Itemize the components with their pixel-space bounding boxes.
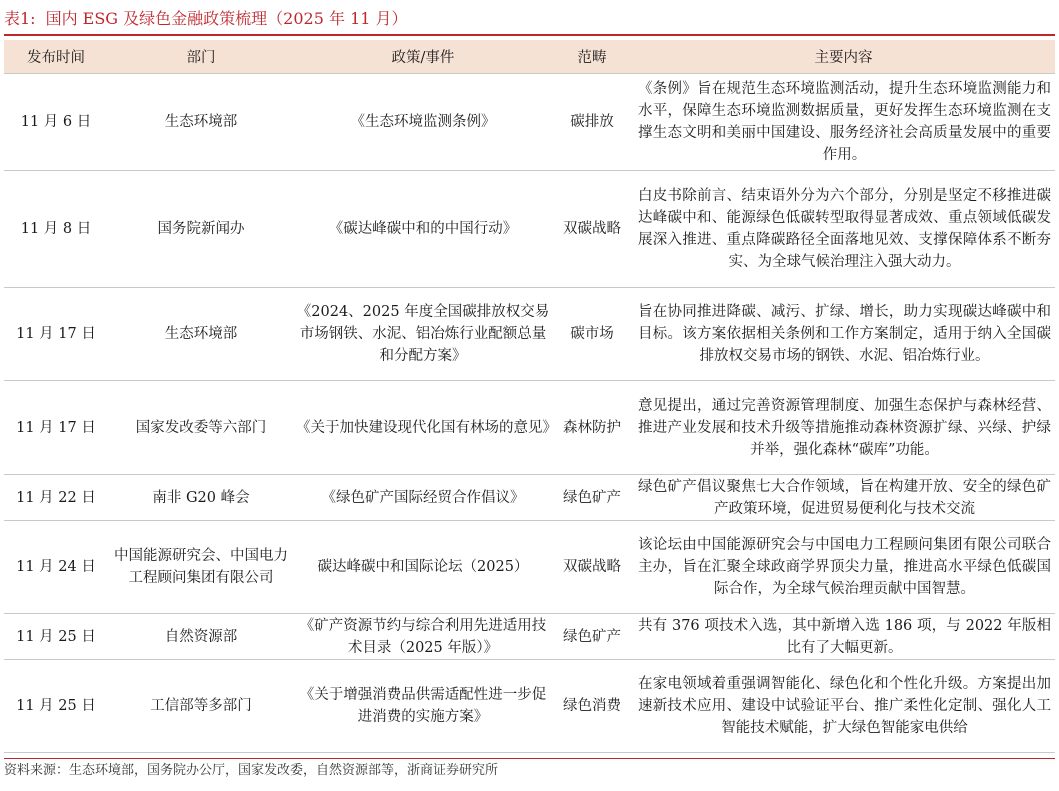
policy-table: [4, 40, 1055, 753]
cell-date: 11 月 22 日: [4, 475, 108, 521]
cell-department: 工信部等多部门: [108, 660, 294, 753]
cell-content: 白皮书除前言、结束语外分为六个部分，分别是坚定不移推进碳达峰碳中和、能源绿色低碳转型取得显著成效、重点领域低碳发展深入推进、重点降碳路径全面落地见效、支撑保障体系不断夯实、为全球气候治理注入强大动力。: [632, 171, 1055, 288]
cell-department: 自然资源部: [108, 614, 294, 660]
source-note: 资料来源：生态环境部，国务院办公厅，国家发改委，自然资源部等，浙商证券研究所: [4, 763, 499, 778]
cell-category: 双碳战略: [552, 521, 632, 614]
cell-department: 南非 G20 峰会: [108, 475, 294, 521]
table-row: [4, 614, 1055, 660]
header-date: 发布时间: [4, 40, 108, 74]
table-row: [4, 475, 1055, 521]
cell-category: 碳排放: [552, 74, 632, 171]
cell-content: 共有 376 项技术入选，其中新增入选 186 项，与 2022 年版相比有了大幅更新。: [632, 614, 1055, 660]
table-row: [4, 288, 1055, 381]
cell-category: 双碳战略: [552, 171, 632, 288]
cell-content: 旨在协同推进降碳、减污、扩绿、增长，助力实现碳达峰碳中和目标。该方案依据相关条例和工作方案制定，适用于纳入全国碳排放权交易市场的钢铁、水泥、铝冶炼行业。: [632, 288, 1055, 381]
cell-category: 绿色消费: [552, 660, 632, 753]
cell-category: 碳市场: [552, 288, 632, 381]
table-row: [4, 660, 1055, 753]
header-row: [4, 40, 1055, 74]
cell-policy: 《生态环境监测条例》: [294, 74, 552, 171]
cell-policy: 《绿色矿产国际经贸合作倡议》: [294, 475, 552, 521]
cell-category: 绿色矿产: [552, 475, 632, 521]
cell-policy: 《关于增强消费品供需适配性进一步促进消费的实施方案》: [294, 660, 552, 753]
cell-date: 11 月 6 日: [4, 74, 108, 171]
table-caption: [4, 6, 408, 32]
cell-department: 生态环境部: [108, 74, 294, 171]
cell-policy: 《2024、2025 年度全国碳排放权交易市场钢铁、水泥、铝冶炼行业配额总量和分配方案》: [294, 288, 552, 381]
cell-date: 11 月 24 日: [4, 521, 108, 614]
cell-category: 绿色矿产: [552, 614, 632, 660]
cell-date: 11 月 8 日: [4, 171, 108, 288]
caption-rule: [4, 34, 1055, 36]
cell-department: 中国能源研究会、中国电力工程顾问集团有限公司: [108, 521, 294, 614]
cell-date: 11 月 17 日: [4, 381, 108, 475]
table-bottom-rule: [4, 758, 1055, 759]
cell-department: 国务院新闻办: [108, 171, 294, 288]
table-row: [4, 381, 1055, 475]
cell-content: 该论坛由中国能源研究会与中国电力工程顾问集团有限公司联合主办，旨在汇聚全球政商学界顶尖力量，推进高水平绿色低碳国际合作，为全球气候治理贡献中国智慧。: [632, 521, 1055, 614]
table-row: [4, 74, 1055, 171]
cell-category: 森林防护: [552, 381, 632, 475]
table-row: [4, 521, 1055, 614]
cell-content: 在家电领域着重强调智能化、绿色化和个性化升级。方案提出加速新技术应用、建设中试验证平台、推广柔性化定制、强化人工智能技术赋能，扩大绿色智能家电供给: [632, 660, 1055, 753]
cell-policy: 《碳达峰碳中和的中国行动》: [294, 171, 552, 288]
cell-content: 绿色矿产倡议聚焦七大合作领域，旨在构建开放、安全的绿色矿产政策环境，促进贸易便利化与技术交流: [632, 475, 1055, 521]
cell-content: 意见提出，通过完善资源管理制度、加强生态保护与森林经营、推进产业发展和技术升级等措施推动森林资源扩绿、兴绿、护绿并举，强化森林“碳库”功能。: [632, 381, 1055, 475]
cell-date: 11 月 25 日: [4, 614, 108, 660]
cell-date: 11 月 17 日: [4, 288, 108, 381]
cell-department: 国家发改委等六部门: [108, 381, 294, 475]
cell-date: 11 月 25 日: [4, 660, 108, 753]
cell-policy: 《矿产资源节约与综合利用先进适用技术目录（2025 年版）》: [294, 614, 552, 660]
table-number: 表1:: [4, 9, 36, 28]
cell-policy: 《关于加快建设现代化国有林场的意见》: [294, 381, 552, 475]
table-title: 国内 ESG 及绿色金融政策梳理（2025 年 11 月）: [45, 9, 408, 28]
cell-department: 生态环境部: [108, 288, 294, 381]
header-content: 主要内容: [632, 40, 1055, 74]
header-category: 范畴: [552, 40, 632, 74]
header-policy: 政策/事件: [294, 40, 552, 74]
header-department: 部门: [108, 40, 294, 74]
table-row: [4, 171, 1055, 288]
cell-policy: 碳达峰碳中和国际论坛（2025）: [294, 521, 552, 614]
cell-content: 《条例》旨在规范生态环境监测活动，提升生态环境监测能力和水平，保障生态环境监测数据质量，更好发挥生态环境监测在支撑生态文明和美丽中国建设、服务经济社会高质量发展中的重要作用。: [632, 74, 1055, 171]
